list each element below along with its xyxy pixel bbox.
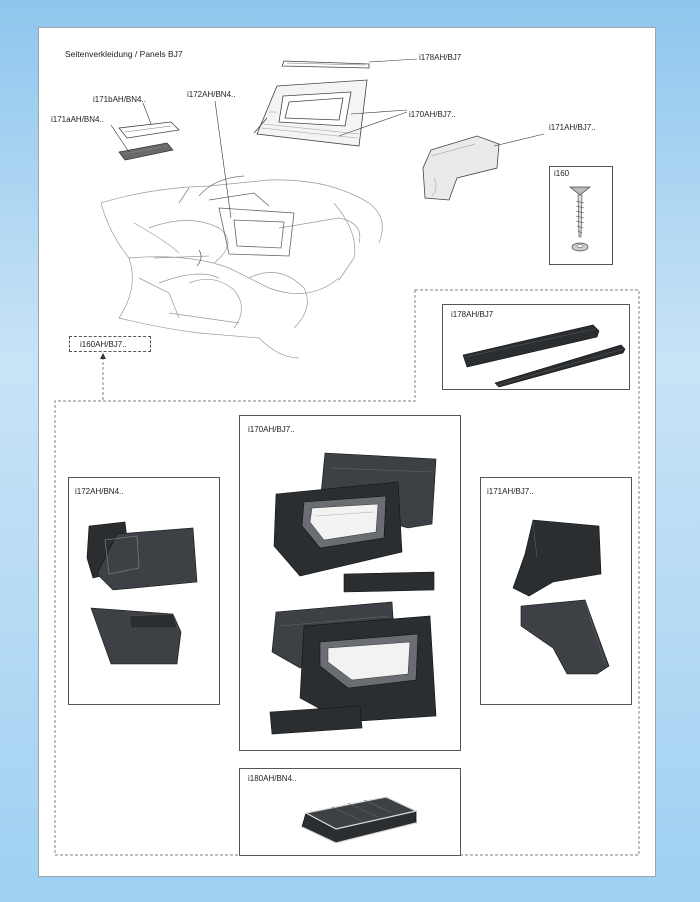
label-i178-overview: i178AH/BJ7	[419, 53, 462, 62]
ref-label-i160-text: i160AH/BJ7..	[80, 340, 127, 349]
page-title: Seitenverkleidung / Panels BJ7	[65, 49, 183, 59]
label-i170-overview: i170AH/BJ7..	[409, 110, 456, 119]
screw-icon	[550, 167, 614, 266]
detail-box-i171	[480, 477, 632, 705]
detail-box-i178	[442, 304, 630, 390]
detail-label-i171: i171AH/BJ7..	[487, 487, 534, 496]
kick-panels-i171	[481, 478, 633, 706]
label-i171b-overview: i171bAH/BN4..	[93, 95, 146, 104]
detail-label-i180: i180AH/BN4..	[248, 774, 297, 783]
detail-label-i172: i172AH/BN4..	[75, 487, 124, 496]
label-i160: i160	[554, 169, 570, 178]
detail-label-i170: i170AH/BJ7..	[248, 425, 295, 434]
detail-box-i170	[239, 415, 461, 751]
detail-label-i178: i178AH/BJ7	[451, 310, 494, 319]
door-panels-i170	[240, 416, 462, 752]
label-i171-overview: i171AH/BJ7..	[549, 123, 596, 132]
panels-i172	[69, 478, 221, 706]
seat-cushion-i180	[240, 769, 462, 857]
label-i171a-overview: i171aAH/BN4..	[51, 115, 104, 124]
label-i172-overview: i172AH/BN4..	[187, 90, 236, 99]
detail-box-i172	[68, 477, 220, 705]
screw-box-i160	[549, 166, 613, 265]
catalog-page	[38, 27, 656, 877]
ref-label-i160	[69, 336, 151, 352]
detail-box-i180	[239, 768, 461, 856]
rail-parts-i178	[443, 305, 631, 391]
